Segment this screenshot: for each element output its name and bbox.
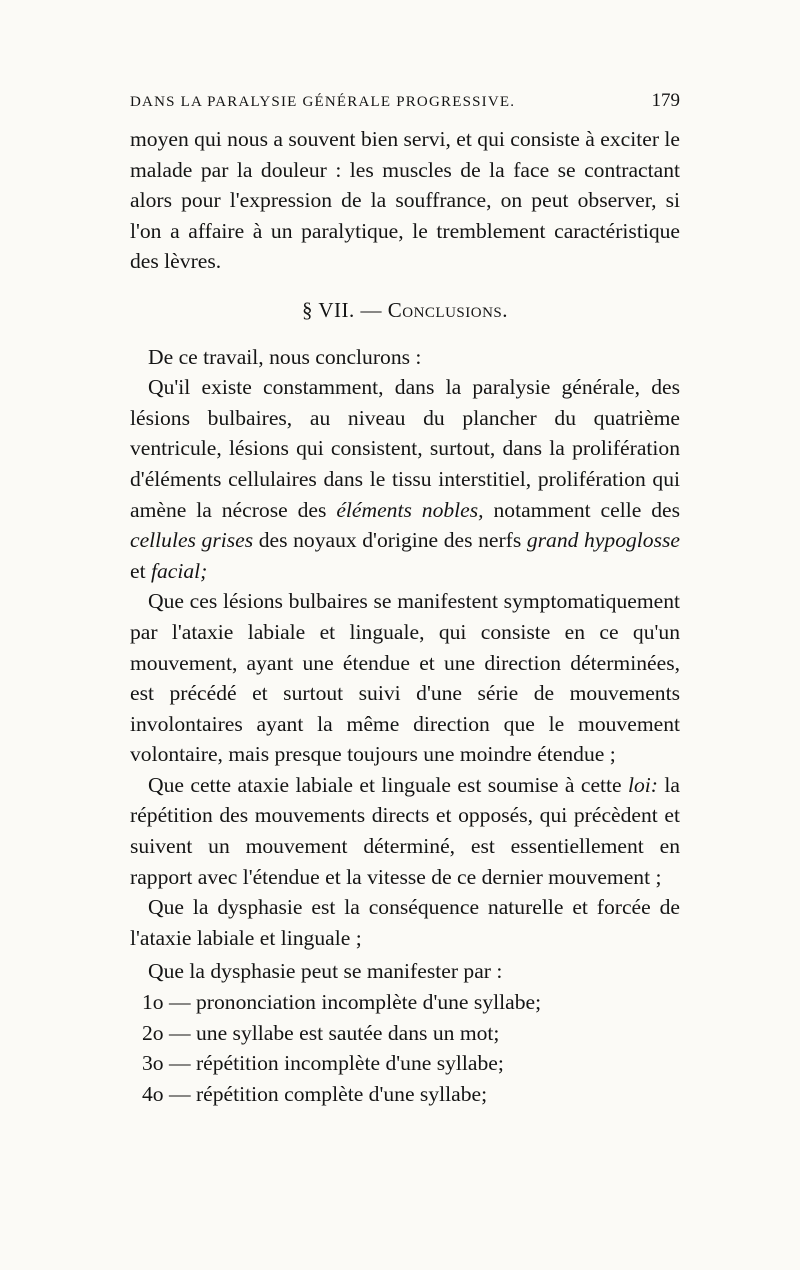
text-run: notamment celle des <box>483 497 680 522</box>
page-number: 179 <box>651 90 680 111</box>
section-number: § VII. <box>301 297 355 322</box>
conclusion-paragraph-2: Que ces lésions bulbaires se manifestent symptomatiquement par l'ataxie labiale et linguale, qui consiste en ce qu'un mouvement, ayant une étendue et une direction déterminées, est précédé et surtout suivi d'une série de mouvements involontaires ayant la même direction que le mouvement volontaire, mais presque toujours une moindre étendue ; <box>130 589 680 767</box>
intro-paragraph: moyen qui nous a souvent bien servi, et qui consiste à exciter le malade par la douleur : les muscles de la face se contractant alors pour l'expression de la souffrance, on peut observer, si l'on a affaire à un paralytique, le tremblement caractéristique des lèvres. <box>130 127 680 274</box>
conclusions-lead: De ce travail, nous conclurons : <box>148 344 422 369</box>
running-title: DANS LA PARALYSIE GÉNÉRALE PROGRESSIVE. <box>130 94 516 110</box>
text-run: la répétition des mouvements directs et opposés, qui précèdent et suivent un mouvement déterminé, est essentiellement en rapport avec l'étendue et la vitesse de ce dernier mouvement ; <box>130 772 680 889</box>
list-item: 4o — répétition complète d'une syllabe; <box>142 1081 488 1106</box>
italic-run: cellules grises <box>130 528 254 553</box>
italic-run: éléments nobles, <box>336 497 484 522</box>
section-title: Conclusions. <box>387 297 509 322</box>
running-header <box>130 90 680 112</box>
list-item: 3o — répétition incomplète d'une syllabe; <box>142 1051 504 1076</box>
conclusion-paragraph-3 <box>130 770 680 892</box>
section-dash: — <box>360 297 382 322</box>
conclusion-paragraph-5: Que la dysphasie peut se manifester par : <box>148 959 503 984</box>
text-run: des noyaux d'origine des nerfs <box>253 528 527 553</box>
italic-run: grand hypoglosse <box>526 528 680 553</box>
italic-run: facial; <box>150 558 208 583</box>
conclusion-paragraph-1 <box>130 372 680 586</box>
text-run: Que cette ataxie labiale et linguale est soumise à cette <box>148 772 629 797</box>
page-body <box>130 124 680 1109</box>
list-item: 1o — prononciation incomplète d'une syllabe; <box>142 990 542 1015</box>
text-run: et <box>130 558 151 583</box>
text-run: Qu'il existe constamment, dans la paralysie générale, des lésions bulbaires, au niveau du plancher du quatrième ventricule, lésions qui consistent, surtout, dans la prolifération d'éléments cellulaires dans le tissu interstitiel, prolifération qui amène la nécrose des <box>130 375 680 522</box>
conclusion-paragraph-4: Que la dysphasie est la conséquence naturelle et forcée de l'ataxie labiale et linguale ; <box>130 895 680 950</box>
italic-run: loi: <box>628 772 659 797</box>
dysphasia-list <box>130 987 680 1109</box>
list-item: 2o — une syllabe est sautée dans un mot; <box>142 1020 500 1045</box>
section-heading <box>130 295 680 326</box>
